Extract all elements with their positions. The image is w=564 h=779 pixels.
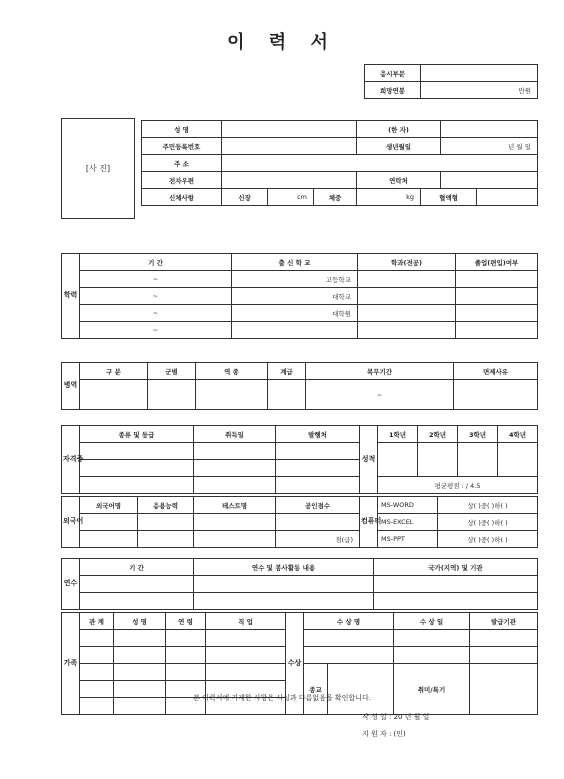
education-side-label: 학력 xyxy=(62,254,80,339)
applicant-signature-line[interactable]: 지 원 자 : (인) xyxy=(362,730,406,738)
award-cell[interactable] xyxy=(304,630,394,647)
edu-major-cell[interactable] xyxy=(358,271,456,288)
lang-header-ability: 응용능력 xyxy=(138,497,194,514)
skill-name: MS-PPT xyxy=(378,531,438,548)
grade-cell[interactable] xyxy=(418,443,458,477)
edu-school-cell[interactable]: 대학원 xyxy=(232,305,358,322)
religion-label: 종교 xyxy=(304,664,328,715)
cert-issuer-cell[interactable] xyxy=(276,460,360,477)
award-cell[interactable] xyxy=(470,630,538,647)
training-content-cell[interactable] xyxy=(194,576,374,593)
edu-graduation-cell[interactable] xyxy=(456,288,538,305)
address-input[interactable] xyxy=(222,155,538,172)
training-header-content: 연수 및 봉사활동 내용 xyxy=(194,559,374,576)
table-row xyxy=(62,443,538,460)
grade-cell[interactable] xyxy=(378,443,418,477)
skill-name: MS-EXCEL xyxy=(378,514,438,531)
edu-period-cell[interactable]: ~ xyxy=(80,305,232,322)
lang-score-cell[interactable] xyxy=(276,514,360,531)
table-row xyxy=(62,305,538,322)
family-header-age: 연 령 xyxy=(166,613,206,630)
lang-ability-cell[interactable] xyxy=(138,514,194,531)
training-header-period: 기 간 xyxy=(80,559,194,576)
name-label: 성 명 xyxy=(142,121,222,138)
mil-type-cell[interactable] xyxy=(80,380,148,410)
family-header-name: 성 명 xyxy=(114,613,166,630)
birth-input[interactable]: 년 월 일 xyxy=(441,138,538,155)
hanja-label: (한 자) xyxy=(357,121,441,138)
training-period-cell[interactable] xyxy=(80,593,194,610)
award-cell[interactable] xyxy=(470,647,538,664)
family-cell[interactable] xyxy=(166,630,206,647)
training-content-cell[interactable] xyxy=(194,593,374,610)
skill-level[interactable]: 상( )중( )하( ) xyxy=(438,531,538,548)
body-label: 신체사항 xyxy=(142,189,222,206)
confirmation-statement: 본 이력서에 기재한 사항은 사실과 다름없음을 확인합니다. xyxy=(193,694,371,702)
grade-header-4: 4학년 xyxy=(498,426,538,443)
skill-name: MS-WORD xyxy=(378,497,438,514)
family-cell[interactable] xyxy=(80,647,114,664)
training-period-cell[interactable] xyxy=(80,576,194,593)
grades-side-label: 성적 xyxy=(360,426,378,494)
document-title: 이 력 서 xyxy=(227,32,337,53)
cert-date-cell[interactable] xyxy=(194,460,276,477)
mil-header-period: 복무기간 xyxy=(306,363,454,380)
name-input[interactable] xyxy=(222,121,357,138)
lang-header-score: 공인점수 xyxy=(276,497,360,514)
lang-name-cell[interactable] xyxy=(80,514,138,531)
blood-input[interactable] xyxy=(477,189,538,206)
table-row xyxy=(62,531,538,548)
edu-period-cell[interactable]: ~ xyxy=(80,322,232,339)
edu-graduation-cell[interactable] xyxy=(456,322,538,339)
lang-name-cell[interactable] xyxy=(80,531,138,548)
applied-field-label: 응시부문 xyxy=(365,65,421,82)
table-row xyxy=(62,576,538,593)
award-cell[interactable] xyxy=(304,647,394,664)
certificate-side-label: 자격증 xyxy=(62,426,80,494)
mil-exemption-cell[interactable] xyxy=(454,380,538,410)
weight-label: 체중 xyxy=(314,189,357,206)
rrn-input[interactable] xyxy=(222,138,357,155)
family-cell[interactable] xyxy=(114,647,166,664)
desired-salary-label: 희망연봉 xyxy=(365,82,421,99)
email-input[interactable] xyxy=(222,172,357,189)
award-header-date: 수 상 일 xyxy=(394,613,470,630)
award-cell[interactable] xyxy=(394,630,470,647)
phone-label: 연락처 xyxy=(357,172,441,189)
edu-period-cell[interactable]: ~ xyxy=(80,271,232,288)
family-cell[interactable] xyxy=(206,630,286,647)
cert-issuer-cell[interactable] xyxy=(276,477,360,494)
photo-label: [사 진] xyxy=(85,164,111,173)
skill-level[interactable]: 상( )중( )하( ) xyxy=(438,497,538,514)
applied-field-input[interactable] xyxy=(421,65,538,82)
cert-type-cell[interactable] xyxy=(80,477,194,494)
email-label: 전자우편 xyxy=(142,172,222,189)
edu-school-cell[interactable]: 대학교 xyxy=(232,288,358,305)
education-table xyxy=(61,253,538,339)
table-row xyxy=(62,322,538,339)
cert-date-cell[interactable] xyxy=(194,477,276,494)
table-row xyxy=(62,514,538,531)
language-side-label: 외국어 xyxy=(62,497,80,548)
award-header-name: 수 상 명 xyxy=(304,613,394,630)
grade-cell[interactable] xyxy=(458,443,498,477)
lang-header-test: 테스트명 xyxy=(194,497,276,514)
table-row xyxy=(62,593,538,610)
photo-box[interactable] xyxy=(61,118,135,219)
height-input[interactable]: cm xyxy=(268,189,314,206)
family-header-relation: 관 계 xyxy=(80,613,114,630)
gpa-field[interactable]: 평균평점 : / 4.5 xyxy=(378,477,538,494)
cert-type-cell[interactable] xyxy=(80,443,194,460)
edu-major-cell[interactable] xyxy=(358,305,456,322)
award-side-label: 수상 xyxy=(286,613,304,715)
rrn-label: 주민등록번호 xyxy=(142,138,222,155)
mil-branch-cell[interactable] xyxy=(148,380,196,410)
mil-header-rank: 계급 xyxy=(268,363,306,380)
religion-input[interactable] xyxy=(328,664,394,715)
table-row xyxy=(62,477,538,494)
cert-header-date: 취득일 xyxy=(194,426,276,443)
hobby-label: 취미/특기 xyxy=(394,664,470,715)
grade-header-3: 3학년 xyxy=(458,426,498,443)
family-cell[interactable] xyxy=(206,647,286,664)
family-cell[interactable] xyxy=(114,630,166,647)
family-cell[interactable] xyxy=(80,630,114,647)
lang-score-cell[interactable]: 점(급) xyxy=(276,531,360,548)
mil-rank-cell[interactable] xyxy=(268,380,306,410)
lang-ability-cell[interactable] xyxy=(138,531,194,548)
computer-side-label: 컴퓨터 xyxy=(360,497,378,548)
training-table xyxy=(61,558,538,610)
edu-major-cell[interactable] xyxy=(358,288,456,305)
mil-header-exemption: 면제사유 xyxy=(454,363,538,380)
hobby-input[interactable] xyxy=(470,664,538,715)
mil-header-branch: 군별 xyxy=(148,363,196,380)
date-line[interactable]: 작 성 일 : 20 년 월 일 xyxy=(362,713,430,721)
certificate-table xyxy=(61,425,538,494)
birth-label: 생년월일 xyxy=(357,138,441,155)
lang-test-cell[interactable] xyxy=(194,514,276,531)
military-side-label: 병역 xyxy=(62,363,80,410)
lang-header-name: 외국어명 xyxy=(80,497,138,514)
mil-role-cell[interactable] xyxy=(196,380,268,410)
family-cell[interactable] xyxy=(80,664,114,681)
table-row xyxy=(62,271,538,288)
award-cell[interactable] xyxy=(394,647,470,664)
edu-header-school: 출 신 학 교 xyxy=(232,254,358,271)
edu-school-cell[interactable] xyxy=(232,322,358,339)
edu-school-cell[interactable]: 고등학교 xyxy=(232,271,358,288)
cert-date-cell[interactable] xyxy=(194,443,276,460)
edu-header-major: 학과(전공) xyxy=(358,254,456,271)
family-cell[interactable] xyxy=(166,664,206,681)
edu-graduation-cell[interactable] xyxy=(456,305,538,322)
edu-graduation-cell[interactable] xyxy=(456,271,538,288)
edu-header-period: 기 간 xyxy=(80,254,232,271)
mil-period-cell[interactable]: ~ xyxy=(306,380,454,410)
edu-header-graduation: 졸업(편입)여부 xyxy=(456,254,538,271)
family-cell[interactable] xyxy=(206,664,286,681)
lang-test-cell[interactable] xyxy=(194,531,276,548)
application-info-table xyxy=(364,64,538,99)
blood-label: 혈액형 xyxy=(421,189,477,206)
grade-cell[interactable] xyxy=(498,443,538,477)
cert-header-issuer: 발행처 xyxy=(276,426,360,443)
grade-header-1: 1학년 xyxy=(378,426,418,443)
military-table xyxy=(61,362,538,410)
cert-type-cell[interactable] xyxy=(80,460,194,477)
family-header-job: 직 업 xyxy=(206,613,286,630)
mil-header-type: 구 분 xyxy=(80,363,148,380)
height-label: 신장 xyxy=(222,189,268,206)
desired-salary-input[interactable]: 만원 xyxy=(421,82,538,99)
edu-major-cell[interactable] xyxy=(358,322,456,339)
family-side-label: 가족 xyxy=(62,613,80,715)
language-table xyxy=(61,496,538,548)
skill-level[interactable]: 상( )중( )하( ) xyxy=(438,514,538,531)
table-row xyxy=(62,380,538,410)
training-org-cell[interactable] xyxy=(374,576,538,593)
personal-info-table xyxy=(141,120,538,206)
training-header-org: 국가(지역) 및 기관 xyxy=(374,559,538,576)
award-header-issuer: 발급기관 xyxy=(470,613,538,630)
grade-header-2: 2학년 xyxy=(418,426,458,443)
hanja-input[interactable] xyxy=(441,121,538,138)
cert-header-type: 종류 및 등급 xyxy=(80,426,194,443)
edu-period-cell[interactable]: ~ xyxy=(80,288,232,305)
cert-issuer-cell[interactable] xyxy=(276,443,360,460)
training-side-label: 연수 xyxy=(62,559,80,610)
mil-header-role: 역 종 xyxy=(196,363,268,380)
table-row xyxy=(62,288,538,305)
family-cell[interactable] xyxy=(166,647,206,664)
family-cell[interactable] xyxy=(114,664,166,681)
training-org-cell[interactable] xyxy=(374,593,538,610)
weight-input[interactable]: kg xyxy=(357,189,421,206)
address-label: 주 소 xyxy=(142,155,222,172)
phone-input[interactable] xyxy=(441,172,538,189)
